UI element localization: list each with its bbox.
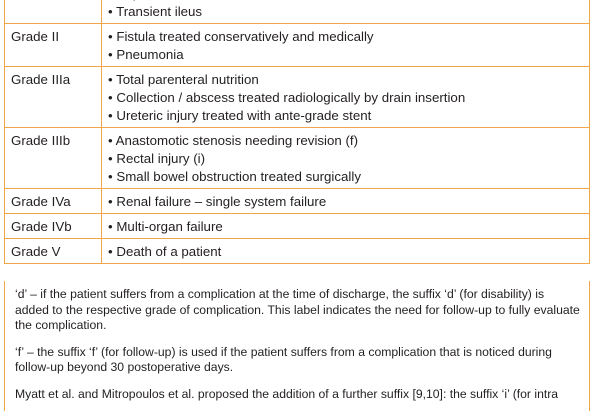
complication-text: Renal failure – single system failure [116, 194, 327, 209]
note-f-suffix: ‘f’ – the suffix ‘f’ (for follow-up) is used if the patient suffers from a complication that is noticed during follow-up beyond 30 postoperative days. [15, 344, 552, 375]
bullet-icon: • [108, 151, 117, 166]
complication-item [108, 89, 585, 107]
complication-text [116, 0, 292, 1]
bullet-icon: • [108, 194, 117, 209]
complication-list [102, 239, 590, 264]
complication-grade-table [4, 0, 590, 264]
bullet-icon: • [108, 244, 117, 259]
complication-item [108, 3, 585, 21]
complication-list [102, 214, 590, 239]
bullet-icon: • [108, 219, 117, 234]
bullet-icon: • [108, 90, 117, 105]
complication-text: Rectal injury (i) [116, 151, 206, 166]
grade-label: Grade IIIa [5, 67, 102, 128]
complication-text: Multi-organ failure [116, 219, 223, 234]
complication-text: Death of a patient [116, 244, 222, 259]
table-row [5, 239, 590, 264]
grade-label: Grade V [5, 239, 102, 264]
complication-item [108, 46, 585, 64]
complication-text: Ureteric injury treated with ante-grade stent [116, 108, 372, 123]
bullet-icon: • [108, 133, 116, 148]
complication-list [102, 189, 590, 214]
grade-label [5, 0, 102, 24]
complication-item [108, 28, 585, 46]
grade-label: Grade IVb [5, 214, 102, 239]
complication-list [102, 24, 590, 67]
bullet-icon: • [108, 72, 117, 87]
complication-list [102, 0, 590, 24]
complication-text: Fistula treated conservatively and medically [116, 29, 374, 44]
table-row [5, 67, 590, 128]
table-row [5, 0, 590, 24]
complication-item [108, 150, 585, 168]
complication-item [108, 168, 585, 186]
grade-label: Grade II [5, 24, 102, 67]
note-myatt: Myatt et al. and Mitropoulos et al. proposed the addition of a further suffix [9,10]: the suffix ‘i’ (for intra [15, 386, 559, 401]
complication-text: Pneumonia [116, 47, 184, 62]
suffix-notes [4, 281, 590, 411]
table-row [5, 214, 590, 239]
bullet-icon: • [108, 169, 117, 184]
complication-item [108, 132, 585, 150]
grade-label: Grade IIIb [5, 128, 102, 189]
table-row [5, 24, 590, 67]
complication-item [108, 107, 585, 125]
complication-item [108, 218, 585, 236]
grade-label: Grade IVa [5, 189, 102, 214]
complication-item [108, 71, 585, 89]
bullet-icon: • [108, 4, 117, 19]
bullet-icon: • [108, 29, 117, 44]
complication-list [102, 128, 590, 189]
table-row [5, 189, 590, 214]
bullet-icon: • [108, 47, 117, 62]
complication-item [108, 193, 585, 211]
bullet-icon: • [108, 108, 117, 123]
complication-text: Transient ileus [116, 4, 203, 19]
complication-text: Collection / abscess treated radiologically by drain insertion [116, 90, 466, 105]
table-row [5, 128, 590, 189]
complication-item [108, 243, 585, 261]
note-d-suffix: ‘d’ – if the patient suffers from a complication at the time of discharge, the suffix ‘d’ (for disability) is added to the respective grade of complication. This label indicates the need for follow-up to fully evaluate the complication. [15, 287, 580, 333]
complication-text: Anastomotic stenosis needing revision (f) [115, 133, 359, 148]
complication-list [102, 67, 590, 128]
complication-text: Total parenteral nutrition [116, 72, 259, 87]
complication-text: Small bowel obstruction treated surgically [116, 169, 361, 184]
